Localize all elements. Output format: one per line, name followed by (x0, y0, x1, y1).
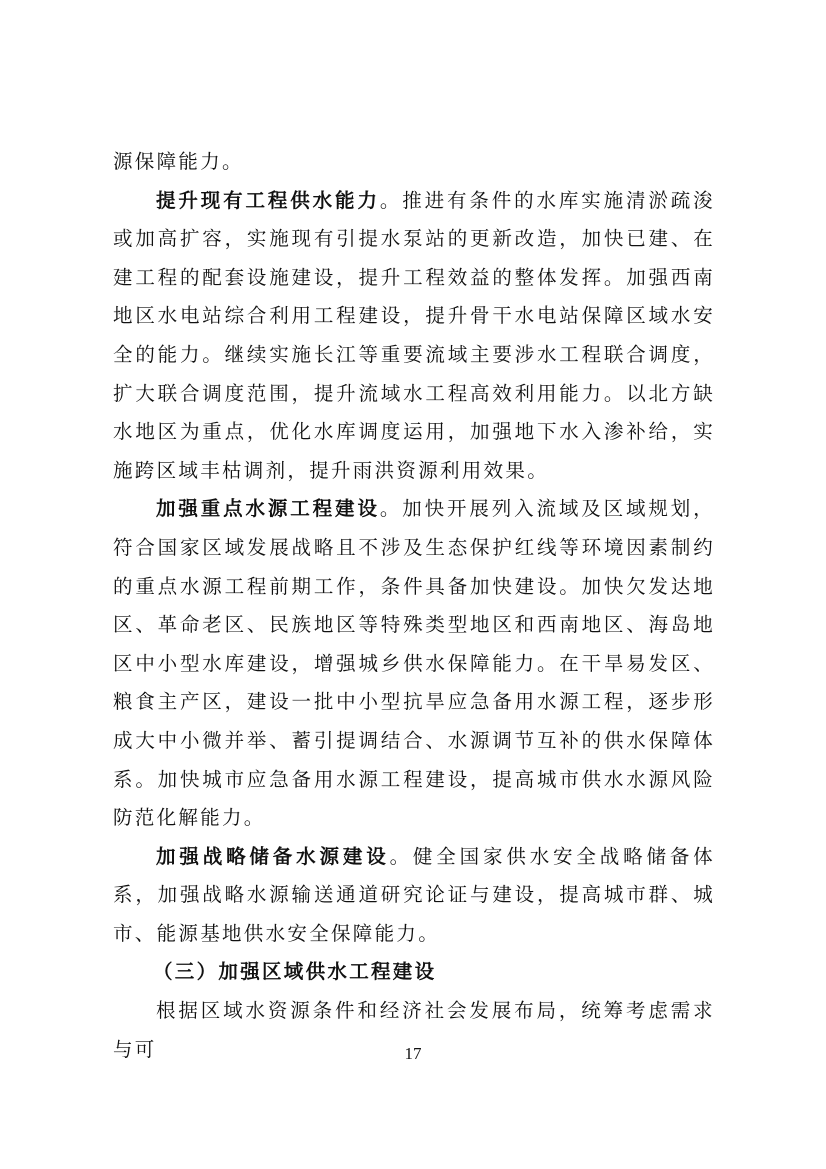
section-heading: （三）加强区域供水工程建设 (153, 960, 437, 984)
paragraph-text: 。加快开展列入流域及区域规划，符合国家区域发展战略且不涉及生态保护红线等环境因素制约的重点水源工程前期工作，条件具备加快建设。加快欠发达地区、革命老区、民族地区等特殊类型地区和西南地区、海岛地区中小型水库建设，增强城乡供水保障能力。在干旱易发区、粮食主产区，建设一批中小型抗旱应急备用水源工程，逐步形成大中小微并举、蓄引提调结合、水源调节互补的供水保障体系。加快城市应急备用水源工程建设，提高城市供水水源风险防范化解能力。 (113, 497, 715, 830)
paragraph-continued (113, 143, 715, 182)
paragraph-strategic-reserve (113, 838, 715, 954)
paragraph-text: 。推进有条件的水库实施清淤疏浚或加高扩容，实施现有引提水泵站的更新改造，加快已建、在建工程的配套设施建设，提升工程效益的整体发挥。加强西南地区水电站综合利用工程建设，提升骨干水电站保障区域水安全的能力。继续实施长江等重要流域主要涉水工程联合调度，扩大联合调度范围，提升流域水工程高效利用能力。以北方缺水地区为重点，优化水库调度运用，加强地下水入渗补给，实施跨区域丰枯调剂，提升雨洪资源利用效果。 (113, 188, 715, 482)
paragraph-key-water-source (113, 490, 715, 837)
page-number: 17 (404, 1044, 422, 1063)
paragraph-lead: 提升现有工程供水能力 (156, 188, 380, 212)
paragraph-supply-capacity (113, 182, 715, 491)
paragraph-lead: 加强重点水源工程建设 (156, 497, 380, 521)
paragraph-lead: 加强战略储备水源建设 (156, 844, 390, 868)
paragraph-regional-supply: 根据区域水资源条件和经济社会发展布局，统筹考虑需求与可 (113, 999, 715, 1061)
paragraph-text: 源保障能力。 (113, 150, 244, 173)
body-text (113, 143, 715, 1069)
paragraph-text: 。健全国家供水安全战略储备体系，加强战略水源输送通道研究论证与建设，提高城市群、城市、能源基地供水安全保障能力。 (113, 844, 715, 945)
